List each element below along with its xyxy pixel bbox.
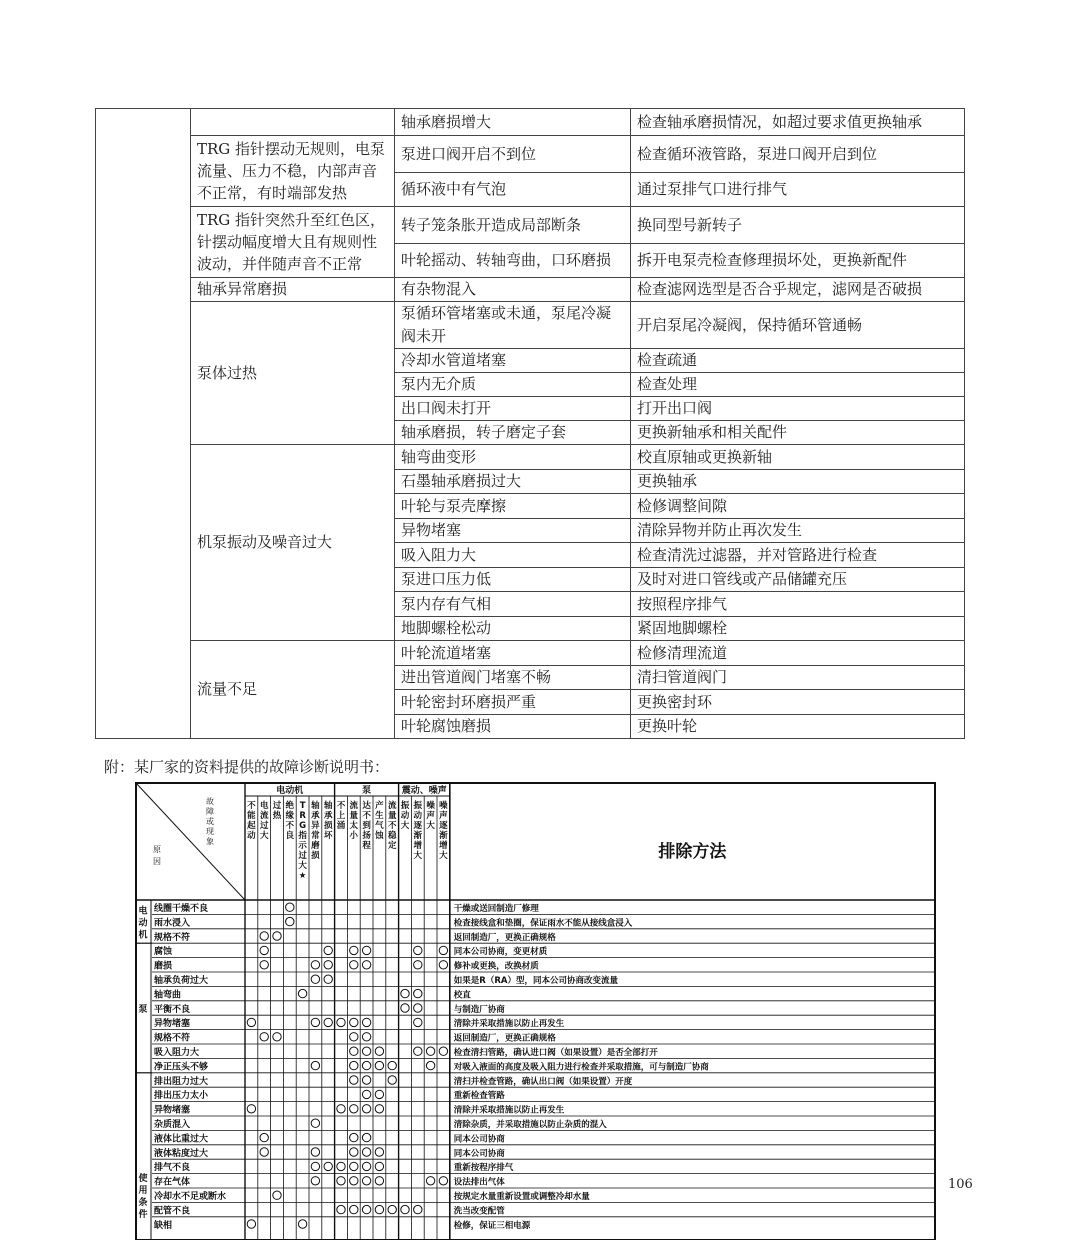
column-header-char: 承 bbox=[311, 811, 320, 821]
row-mark bbox=[350, 1061, 358, 1069]
column-header-char: 缘 bbox=[285, 811, 295, 821]
row-cause: 吸入阻力大 bbox=[154, 1048, 200, 1058]
row-mark bbox=[388, 1076, 396, 1084]
cause-cell: 轴承磨损增大 bbox=[395, 109, 631, 136]
symptom-cell: TRG 指针摆动无规则，电泵流量、压力不稳，内部声音不正常，有时端部发热 bbox=[191, 136, 395, 207]
symptom-cell: 轴承异常磨损 bbox=[191, 278, 395, 302]
corner-diagonal bbox=[136, 783, 245, 900]
row-mark bbox=[247, 1105, 255, 1113]
remedy-cell: 开启泵尾冷凝阀，保持循环管通畅 bbox=[631, 302, 965, 349]
column-header-char: 轴 bbox=[311, 801, 320, 811]
row-remedy: 与制造厂协商 bbox=[453, 1004, 505, 1015]
row-remedy: 检修，保证三相电源 bbox=[453, 1220, 531, 1231]
section-label: 使 bbox=[138, 1174, 148, 1185]
section-label: 电 bbox=[138, 906, 148, 917]
column-header-char: 流 bbox=[349, 801, 359, 811]
column-header-char: 渐 bbox=[439, 831, 448, 841]
row-mark bbox=[362, 1205, 370, 1213]
column-header-char: R bbox=[299, 811, 306, 821]
corner-cause-label: 因 bbox=[153, 857, 161, 866]
symptom-cell bbox=[191, 109, 395, 136]
column-header-char: 常 bbox=[311, 831, 320, 841]
row-mark bbox=[273, 1191, 281, 1199]
corner-phenomenon-label: 现 bbox=[206, 827, 214, 836]
remedy-cell: 更换叶轮 bbox=[631, 715, 965, 739]
row-remedy: 检查清扫管路，确认进口阀（如果设置）是否全部打开 bbox=[453, 1048, 658, 1058]
corner-phenomenon-label: 故 bbox=[206, 797, 214, 806]
column-header-char: 产 bbox=[375, 801, 384, 811]
row-remedy: 清扫并检查管路，确认出口阀（如果设置）开度 bbox=[453, 1076, 633, 1087]
remedy-cell: 校直原轴或更换新轴 bbox=[631, 445, 965, 470]
row-mark bbox=[414, 1018, 422, 1026]
column-header-char: 过 bbox=[272, 801, 282, 811]
row-cause: 轴承负荷过大 bbox=[154, 976, 209, 986]
corner-cause-label: 原 bbox=[153, 845, 161, 854]
row-cause: 规格不符 bbox=[154, 1033, 191, 1044]
symptom-cell: 泵体过热 bbox=[191, 302, 395, 445]
row-mark bbox=[362, 1133, 370, 1141]
remedy-cell: 检查轴承磨损情况，如超过要求值更换轴承 bbox=[631, 109, 965, 136]
section-label: 用 bbox=[138, 1186, 148, 1197]
row-mark bbox=[324, 961, 332, 969]
row-mark bbox=[350, 1177, 358, 1185]
row-remedy: 如果是R（RA）型，同本公司协商改变流量 bbox=[453, 976, 618, 986]
cause-cell: 轴承磨损，转子磨定子套 bbox=[395, 421, 631, 445]
row-remedy: 干燥或送回制造厂修理 bbox=[453, 904, 539, 914]
column-header-char: 稳 bbox=[387, 831, 397, 841]
remedy-cell: 清扫管道阀门 bbox=[631, 666, 965, 690]
row-mark bbox=[362, 961, 370, 969]
row-cause: 规格不符 bbox=[154, 932, 191, 943]
row-mark bbox=[311, 1018, 319, 1026]
row-mark bbox=[439, 1047, 447, 1055]
remedy-cell: 更换新轴承和相关配件 bbox=[631, 421, 965, 445]
column-header-char: 大 bbox=[298, 861, 307, 871]
cause-cell: 泵循环管堵塞或未通，泵尾冷凝阀未开 bbox=[395, 302, 631, 349]
column-header-char: 流 bbox=[387, 801, 397, 811]
column-header-char: 指 bbox=[298, 831, 307, 841]
row-mark bbox=[324, 946, 332, 954]
remedy-cell: 检修清理流道 bbox=[631, 641, 965, 666]
column-header-char: 小 bbox=[349, 831, 359, 841]
row-mark bbox=[311, 1162, 319, 1170]
column-header-char: 起 bbox=[247, 821, 256, 831]
row-remedy: 返回制造厂，更换正确规格 bbox=[453, 1033, 556, 1044]
column-header-char: 绝 bbox=[285, 801, 295, 811]
column-header-char: G bbox=[299, 821, 307, 831]
cause-cell: 泵进口压力低 bbox=[395, 568, 631, 592]
row-cause: 存在气体 bbox=[154, 1177, 191, 1188]
remedy-cell: 打开出口阀 bbox=[631, 397, 965, 421]
remedy-cell: 拆开电泵壳检查修理损坏处，更换新配件 bbox=[631, 244, 965, 278]
symptom-cell: 机泵振动及噪音过大 bbox=[191, 445, 395, 641]
row-cause: 净正压头不够 bbox=[154, 1062, 209, 1073]
row-mark bbox=[350, 1033, 358, 1041]
row-mark bbox=[324, 1018, 332, 1026]
column-header-char: 磨 bbox=[311, 841, 320, 851]
cause-cell: 冷却水管道堵塞 bbox=[395, 349, 631, 373]
remedy-cell: 检查循环液管路，泵进口阀开启到位 bbox=[631, 136, 965, 173]
row-mark bbox=[298, 1220, 306, 1228]
corner-phenomenon-label: 象 bbox=[206, 837, 214, 846]
column-header-char: 不 bbox=[387, 821, 397, 831]
row-cause: 液体比重过大 bbox=[154, 1134, 209, 1145]
column-header-char: 过 bbox=[298, 851, 307, 861]
row-remedy: 重新按程序排气 bbox=[453, 1163, 514, 1174]
row-mark bbox=[388, 1061, 396, 1069]
cause-cell: 泵内无介质 bbox=[395, 373, 631, 397]
row-mark bbox=[247, 1018, 255, 1026]
cause-cell: 石墨轴承磨损过大 bbox=[395, 470, 631, 494]
remedy-header: 排除方法 bbox=[658, 842, 727, 862]
row-mark bbox=[426, 1047, 434, 1055]
column-header-char: 不 bbox=[285, 821, 295, 831]
row-remedy: 按规定水量重新设置或调整冷却水量 bbox=[453, 1192, 590, 1202]
remedy-cell: 检查清洗过滤器，并对管路进行检查 bbox=[631, 543, 965, 568]
row-mark bbox=[311, 975, 319, 983]
column-header-char: 承 bbox=[323, 811, 333, 821]
symptom-cell: 流量不足 bbox=[191, 641, 395, 739]
row-cause: 缺相 bbox=[154, 1220, 173, 1231]
column-header-char: 噪 bbox=[426, 801, 435, 811]
row-cause: 排气不良 bbox=[154, 1163, 191, 1174]
column-header-char: 增 bbox=[439, 841, 448, 851]
row-remedy: 清除并采取措施以防止再发生 bbox=[453, 1019, 565, 1030]
column-group-label: 泵 bbox=[362, 786, 372, 796]
fault-diagnosis-table bbox=[95, 108, 965, 739]
row-remedy: 同本公司协商 bbox=[453, 1134, 505, 1145]
row-remedy: 检查接线盒和垫圈，保证雨水不能从接线盒浸入 bbox=[453, 918, 633, 929]
section-label: 泵 bbox=[138, 1005, 148, 1015]
row-mark bbox=[260, 1033, 268, 1041]
row-mark bbox=[375, 1105, 383, 1113]
row-mark bbox=[362, 1177, 370, 1185]
row-remedy: 设法排出气体 bbox=[453, 1177, 505, 1188]
row-mark bbox=[362, 1090, 370, 1098]
row-mark bbox=[414, 961, 422, 969]
column-header-char: 过 bbox=[259, 821, 269, 831]
column-header-char: 生 bbox=[375, 811, 384, 821]
row-mark bbox=[286, 903, 294, 911]
row-mark bbox=[362, 1148, 370, 1156]
column-header-char: 达 bbox=[362, 801, 371, 811]
row-mark bbox=[362, 1076, 370, 1084]
column-header-char: 能 bbox=[247, 811, 256, 821]
row-mark bbox=[362, 1162, 370, 1170]
row-cause: 异物堵塞 bbox=[154, 1105, 191, 1116]
row-mark bbox=[324, 975, 332, 983]
remedy-cell: 检查处理 bbox=[631, 373, 965, 397]
row-mark bbox=[260, 1133, 268, 1141]
row-cause: 线圈干燥不良 bbox=[154, 904, 209, 914]
cause-cell: 进出管道阀门堵塞不畅 bbox=[395, 666, 631, 690]
column-header-char: 逐 bbox=[413, 821, 423, 831]
row-mark bbox=[350, 1047, 358, 1055]
row-mark bbox=[375, 1148, 383, 1156]
column-header-char: 不 bbox=[247, 801, 256, 811]
row-mark bbox=[350, 1133, 358, 1141]
row-cause: 轴弯曲 bbox=[154, 990, 182, 1001]
row-mark bbox=[273, 1033, 281, 1041]
row-mark bbox=[401, 1004, 409, 1012]
row-remedy: 清除并采取措施以防止再发生 bbox=[453, 1105, 565, 1116]
row-mark bbox=[375, 1047, 383, 1055]
column-header-char: 不 bbox=[362, 811, 371, 821]
cause-cell: 转子笼条胀开造成局部断条 bbox=[395, 207, 631, 244]
row-mark bbox=[426, 1061, 434, 1069]
row-mark bbox=[362, 1047, 370, 1055]
remedy-cell: 清除异物并防止再次发生 bbox=[631, 519, 965, 543]
section-label: 机 bbox=[138, 930, 148, 941]
row-cause: 磨损 bbox=[154, 961, 173, 972]
symptom-cell: TRG 指针突然升至红色区，针摆动幅度增大且有规则性波动，并伴随声音不正常 bbox=[191, 207, 395, 278]
column-header-char: 良 bbox=[285, 831, 295, 841]
cause-cell: 泵进口阀开启不到位 bbox=[395, 136, 631, 173]
row-remedy: 修补或更换，改换材质 bbox=[453, 961, 539, 972]
row-mark bbox=[337, 1177, 345, 1185]
row-cause: 配管不良 bbox=[154, 1206, 191, 1217]
corner-phenomenon-label: 或 bbox=[206, 817, 214, 826]
column-header-char: 动 bbox=[413, 811, 423, 821]
row-cause: 杂质混入 bbox=[154, 1120, 191, 1130]
chart-border bbox=[136, 783, 935, 1240]
remedy-cell: 按照程序排气 bbox=[631, 592, 965, 617]
cause-cell: 出口阀未打开 bbox=[395, 397, 631, 421]
column-group-label: 电动机 bbox=[276, 786, 304, 796]
row-mark bbox=[414, 946, 422, 954]
row-cause: 排出压力太小 bbox=[154, 1091, 209, 1102]
row-mark bbox=[414, 989, 422, 997]
row-mark bbox=[401, 989, 409, 997]
column-header-char: 坏 bbox=[323, 831, 333, 841]
row-mark bbox=[260, 961, 268, 969]
column-header-char: 逐 bbox=[439, 821, 448, 831]
row-mark bbox=[350, 961, 358, 969]
cause-cell: 吸入阻力大 bbox=[395, 543, 631, 568]
row-mark bbox=[350, 1018, 358, 1026]
row-mark bbox=[260, 932, 268, 940]
column-header-char: 大 bbox=[259, 831, 269, 841]
column-header-char: 太 bbox=[349, 821, 359, 831]
column-header-char: 噪 bbox=[439, 801, 448, 811]
row-mark bbox=[388, 1205, 396, 1213]
row-mark bbox=[362, 1061, 370, 1069]
remedy-cell: 通过泵排气口进行排气 bbox=[631, 173, 965, 207]
row-mark bbox=[337, 1018, 345, 1026]
row-mark bbox=[311, 961, 319, 969]
row-cause: 排出阻力过大 bbox=[154, 1076, 209, 1087]
column-header-char: 声 bbox=[439, 811, 448, 821]
row-mark bbox=[337, 1205, 345, 1213]
cause-cell: 异物堵塞 bbox=[395, 519, 631, 543]
row-mark bbox=[350, 1205, 358, 1213]
row-mark bbox=[362, 1105, 370, 1113]
cause-cell: 有杂物混入 bbox=[395, 278, 631, 302]
column-group-label: 震动、噪声 bbox=[401, 786, 447, 796]
row-mark bbox=[439, 961, 447, 969]
row-mark bbox=[350, 946, 358, 954]
row-mark bbox=[273, 932, 281, 940]
column-header-char: 涌 bbox=[336, 821, 346, 831]
diagnosis-chart-svg bbox=[135, 780, 937, 1240]
column-header-char: T bbox=[299, 801, 306, 811]
row-mark bbox=[439, 946, 447, 954]
corner-phenomenon-label: 障 bbox=[206, 807, 214, 816]
row-mark bbox=[337, 1105, 345, 1113]
row-cause: 液体粘度过大 bbox=[154, 1148, 209, 1159]
row-mark bbox=[260, 946, 268, 954]
column-header-char: 损 bbox=[323, 821, 333, 831]
cause-cell: 地脚螺栓松动 bbox=[395, 617, 631, 641]
row-mark bbox=[414, 1047, 422, 1055]
row-mark bbox=[375, 1177, 383, 1185]
row-cause: 平衡不良 bbox=[154, 1004, 191, 1015]
row-mark bbox=[362, 946, 370, 954]
remedy-cell: 及时对进口管线或产品储罐充压 bbox=[631, 568, 965, 592]
column-header-char: ★ bbox=[298, 871, 307, 881]
cause-cell: 泵内存有气相 bbox=[395, 592, 631, 617]
row-mark bbox=[414, 1205, 422, 1213]
column-header-char: 损 bbox=[311, 851, 320, 861]
remedy-cell: 检查疏通 bbox=[631, 349, 965, 373]
column-header-char: 扬 bbox=[362, 831, 371, 841]
column-header-char: 程 bbox=[362, 841, 371, 851]
row-cause: 雨水浸入 bbox=[154, 918, 191, 929]
row-mark bbox=[350, 1076, 358, 1084]
remedy-cell: 检修调整间隙 bbox=[631, 494, 965, 519]
cause-cell: 叶轮摇动、转轴弯曲，口环磨损 bbox=[395, 244, 631, 278]
remedy-cell: 换同型号新转子 bbox=[631, 207, 965, 244]
column-header-char: 大 bbox=[413, 851, 423, 861]
column-header-char: 振 bbox=[413, 801, 423, 811]
remedy-cell: 更换轴承 bbox=[631, 470, 965, 494]
column-header-char: 流 bbox=[259, 811, 269, 821]
column-header-char: 示 bbox=[298, 841, 307, 851]
row-mark bbox=[375, 1162, 383, 1170]
row-remedy: 同本公司协商 bbox=[453, 1148, 505, 1159]
row-mark bbox=[350, 1162, 358, 1170]
column-header-char: 不 bbox=[336, 801, 346, 811]
row-mark bbox=[311, 1119, 319, 1127]
row-mark bbox=[362, 1033, 370, 1041]
row-mark bbox=[260, 1148, 268, 1156]
row-cause: 冷却水不足或断水 bbox=[154, 1192, 227, 1202]
fault-diagnosis-chart bbox=[135, 780, 937, 1240]
row-mark bbox=[375, 1205, 383, 1213]
column-header-char: 定 bbox=[387, 841, 397, 851]
cause-cell: 轴弯曲变形 bbox=[395, 445, 631, 470]
column-header-char: 动 bbox=[400, 811, 410, 821]
row-mark bbox=[439, 1177, 447, 1185]
row-mark bbox=[311, 1061, 319, 1069]
column-header-char: 大 bbox=[400, 821, 410, 831]
row-mark bbox=[426, 1177, 434, 1185]
row-mark bbox=[311, 1177, 319, 1185]
row-mark bbox=[350, 1148, 358, 1156]
appendix-note: 附：某厂家的资料提供的故障诊断说明书： bbox=[104, 758, 390, 776]
column-header-char: 渐 bbox=[413, 831, 423, 841]
row-remedy: 清除杂质，并采取措施以防止杂质的混入 bbox=[453, 1120, 607, 1130]
row-mark bbox=[337, 1162, 345, 1170]
column-header-char: 量 bbox=[387, 811, 397, 821]
left-margin-cell bbox=[96, 109, 191, 739]
row-mark bbox=[362, 1018, 370, 1026]
column-header-char: 增 bbox=[413, 841, 423, 851]
cause-cell: 叶轮腐蚀磨损 bbox=[395, 715, 631, 739]
column-header-char: 量 bbox=[349, 811, 359, 821]
row-mark bbox=[375, 1090, 383, 1098]
row-mark bbox=[298, 989, 306, 997]
column-header-char: 轴 bbox=[323, 801, 333, 811]
cause-cell: 叶轮密封环磨损严重 bbox=[395, 690, 631, 715]
row-mark bbox=[286, 917, 294, 925]
column-header-char: 到 bbox=[362, 821, 371, 831]
cause-cell: 循环液中有气泡 bbox=[395, 173, 631, 207]
column-header-char: 声 bbox=[426, 811, 435, 821]
column-header-char: 大 bbox=[439, 851, 448, 861]
column-header-char: 大 bbox=[426, 821, 435, 831]
remedy-cell: 检查滤网选型是否合乎规定，滤网是否破损 bbox=[631, 278, 965, 302]
column-header-char: 热 bbox=[272, 811, 282, 821]
row-mark bbox=[324, 1162, 332, 1170]
section-label: 件 bbox=[138, 1210, 148, 1221]
section-label: 动 bbox=[138, 918, 148, 929]
row-remedy: 同本公司协商，变更材质 bbox=[453, 947, 548, 958]
row-remedy: 洗当改变配管 bbox=[453, 1206, 505, 1217]
row-remedy: 返回制造厂，更换正确规格 bbox=[453, 932, 556, 943]
row-remedy: 对吸入液面的高度及吸入阻力进行检查并采取措施，可与制造厂协商 bbox=[453, 1062, 709, 1073]
column-header-char: 蚀 bbox=[375, 831, 384, 841]
column-header-char: 动 bbox=[247, 831, 256, 841]
row-cause: 腐蚀 bbox=[154, 947, 173, 958]
cause-cell: 叶轮与泵壳摩擦 bbox=[395, 494, 631, 519]
column-header-char: 上 bbox=[336, 811, 346, 821]
page-number: 106 bbox=[948, 1177, 973, 1192]
row-cause: 异物堵塞 bbox=[154, 1019, 191, 1030]
row-remedy: 校直 bbox=[453, 990, 471, 1001]
row-remedy: 重新检查管路 bbox=[453, 1091, 505, 1102]
remedy-cell: 更换密封环 bbox=[631, 690, 965, 715]
row-mark bbox=[311, 1148, 319, 1156]
column-header-char: 异 bbox=[311, 821, 320, 831]
row-mark bbox=[375, 1061, 383, 1069]
column-header-char: 电 bbox=[259, 801, 269, 811]
row-mark bbox=[401, 1205, 409, 1213]
column-header-char: 振 bbox=[400, 801, 410, 811]
row-mark bbox=[350, 1105, 358, 1113]
cause-cell: 叶轮流道堵塞 bbox=[395, 641, 631, 666]
row-mark bbox=[247, 1220, 255, 1228]
section-label: 条 bbox=[138, 1198, 148, 1209]
row-mark bbox=[414, 1004, 422, 1012]
column-header-char: 气 bbox=[375, 821, 384, 831]
remedy-cell: 紧固地脚螺栓 bbox=[631, 617, 965, 641]
